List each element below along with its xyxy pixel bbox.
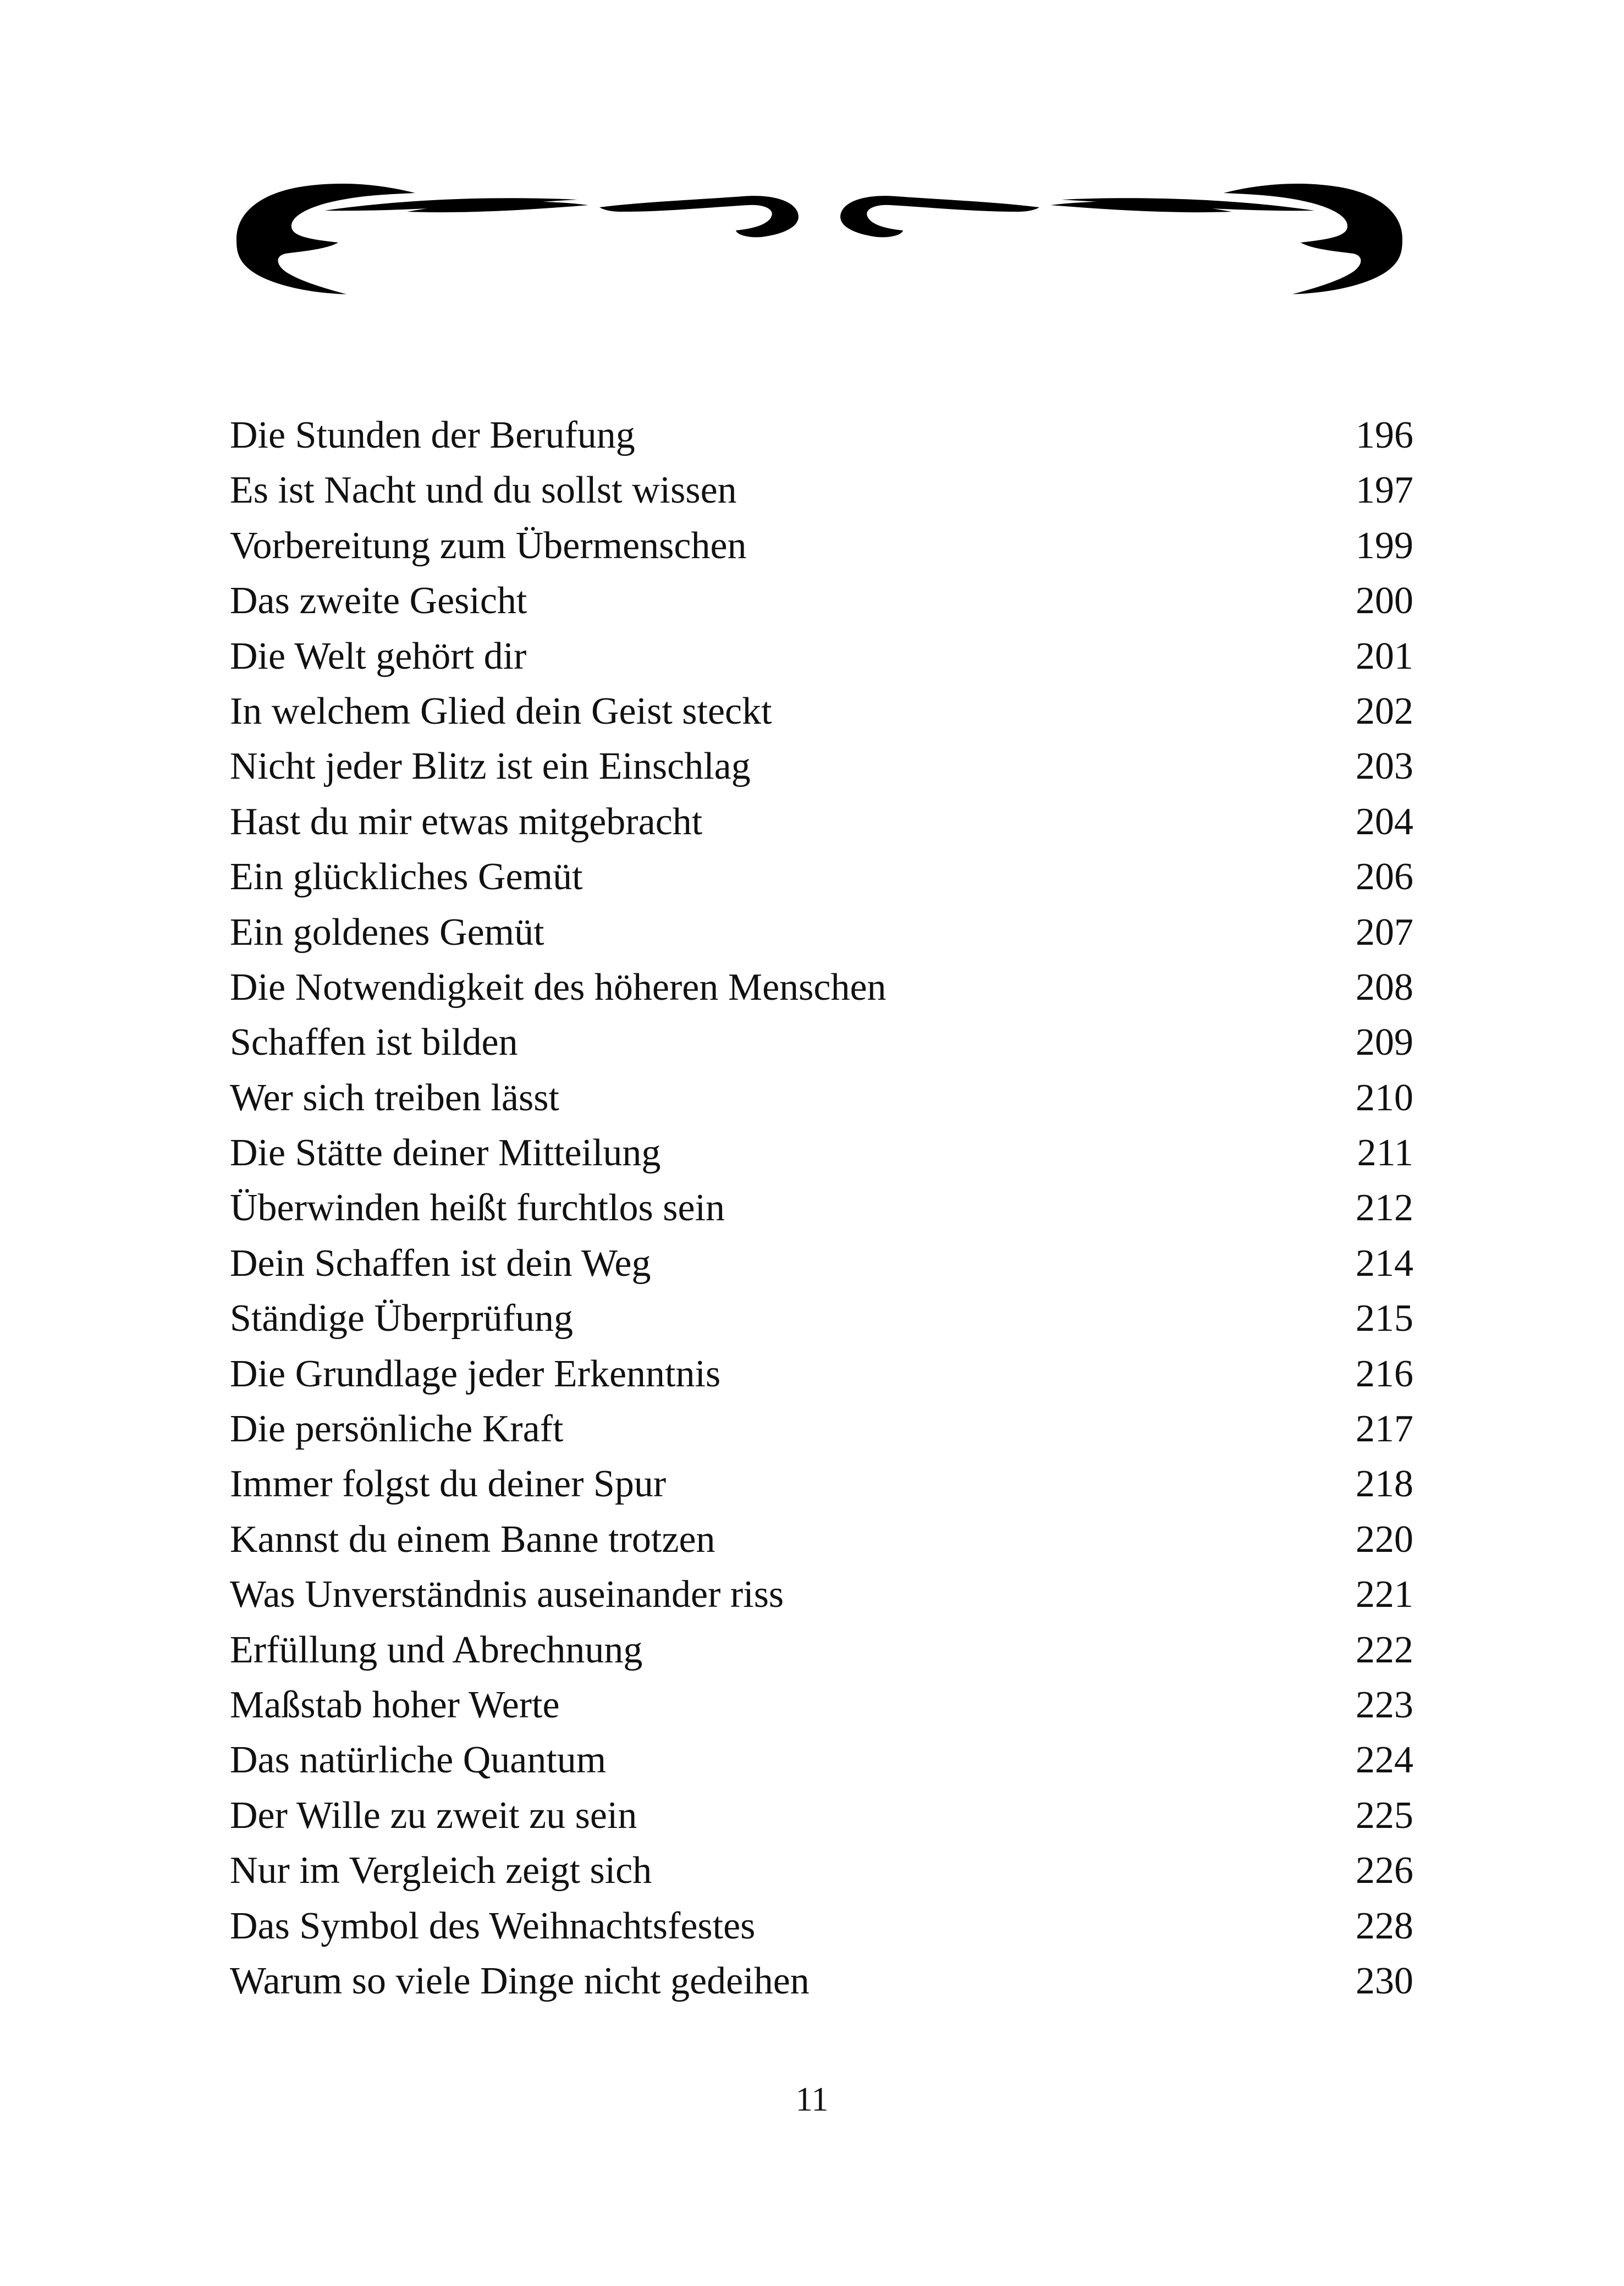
toc-entry-page-number: 200 (1356, 580, 1413, 623)
toc-entry (230, 1071, 1413, 1126)
toc-entry (230, 463, 1413, 518)
toc-entry-page-number: 207 (1356, 911, 1413, 954)
toc-entry-title: Maßstab hoher Werte (230, 1683, 560, 1726)
toc-entry-title: Nicht jeder Blitz ist ein Einschlag (230, 745, 751, 788)
toc-entry-page-number: 228 (1356, 1904, 1413, 1947)
toc-entry (230, 850, 1413, 905)
toc-entry (230, 1954, 1413, 2009)
toc-entry-title: Erfüllung und Abrechnung (230, 1628, 643, 1671)
toc-entry (230, 1457, 1413, 1512)
toc-entry-page-number: 226 (1356, 1849, 1413, 1892)
toc-entry (230, 1733, 1413, 1788)
toc-entry-page-number: 216 (1356, 1352, 1413, 1395)
toc-entry (230, 684, 1413, 739)
toc-entry-title: Die Grundlage jeder Erkenntnis (230, 1352, 721, 1395)
toc-entry-page-number: 218 (1356, 1463, 1413, 1506)
toc-entry (230, 960, 1413, 1015)
toc-entry-title: Die Stätte deiner Mitteilung (230, 1132, 661, 1175)
toc-entry (230, 1347, 1413, 1402)
toc-entry-page-number: 210 (1356, 1076, 1413, 1119)
toc-entry-page-number: 230 (1356, 1959, 1413, 2002)
toc-entry (230, 1843, 1413, 1898)
toc-entry-page-number: 209 (1356, 1021, 1413, 1064)
toc-entry (230, 905, 1413, 960)
toc-entry-page-number: 204 (1356, 800, 1413, 843)
toc-entry (230, 739, 1413, 794)
toc-entry-page-number: 197 (1356, 469, 1413, 512)
toc-entry-title: Das natürliche Quantum (230, 1739, 607, 1782)
toc-entry (230, 1015, 1413, 1070)
toc-entry (230, 1512, 1413, 1567)
toc-entry-page-number: 211 (1357, 1132, 1413, 1175)
toc-entry-title: Immer folgst du deiner Spur (230, 1463, 667, 1506)
toc-entry-page-number: 203 (1356, 745, 1413, 788)
toc-entry-page-number: 208 (1356, 966, 1413, 1009)
toc-entry-title: Die Notwendigkeit des höheren Menschen (230, 966, 887, 1009)
toc-entry-page-number: 199 (1356, 524, 1413, 567)
toc-entry-title: Vorbereitung zum Übermenschen (230, 524, 747, 567)
toc-entry-title: Warum so viele Dinge nicht gedeihen (230, 1959, 810, 2002)
toc-entry-title: Das Symbol des Weihnachtsfestes (230, 1904, 756, 1947)
toc-entry-title: Die Stunden der Berufung (230, 414, 635, 456)
toc-entry-title: Ständige Überprüfung (230, 1297, 574, 1340)
toc-entry-page-number: 220 (1356, 1518, 1413, 1561)
toc-entry-title: In welchem Glied dein Geist steckt (230, 690, 772, 732)
toc-entry (230, 1567, 1413, 1622)
toc-entry-title: Dein Schaffen ist dein Weg (230, 1242, 651, 1285)
toc-entry-page-number: 201 (1356, 635, 1413, 677)
toc-entry-page-number: 217 (1356, 1408, 1413, 1451)
toc-entry (230, 629, 1413, 684)
toc-entry (230, 408, 1413, 463)
toc-entry (230, 1291, 1413, 1346)
toc-entry-page-number: 206 (1356, 856, 1413, 899)
art-nouveau-flourish-icon (225, 157, 1413, 300)
toc-entry (230, 1236, 1413, 1291)
toc-entry-page-number: 223 (1356, 1683, 1413, 1726)
toc-entry-title: Hast du mir etwas mitgebracht (230, 800, 703, 843)
toc-entry (230, 519, 1413, 574)
toc-entry (230, 1899, 1413, 1954)
toc-entry-title: Was Unverständnis auseinander riss (230, 1573, 784, 1616)
toc-entry-title: Schaffen ist bilden (230, 1021, 518, 1064)
toc-entry-page-number: 214 (1356, 1242, 1413, 1285)
toc-entry-title: Das zweite Gesicht (230, 580, 527, 623)
toc-entry (230, 1126, 1413, 1181)
toc-entry-page-number: 202 (1356, 690, 1413, 732)
toc-entry (230, 1678, 1413, 1733)
toc-entry (230, 1623, 1413, 1678)
toc-entry-title: Überwinden heißt furchtlos sein (230, 1187, 725, 1230)
toc-entry (230, 574, 1413, 629)
toc-entry-page-number: 221 (1356, 1573, 1413, 1616)
toc-entry-title: Wer sich treiben lässt (230, 1076, 559, 1119)
toc-entry-title: Kannst du einem Banne trotzen (230, 1518, 715, 1561)
toc-entry-title: Die Welt gehört dir (230, 635, 527, 677)
toc-entry-title: Der Wille zu zweit zu sein (230, 1794, 637, 1837)
toc-entry-page-number: 225 (1356, 1794, 1413, 1837)
toc-entry-page-number: 222 (1356, 1628, 1413, 1671)
toc-entry-page-number: 215 (1356, 1297, 1413, 1340)
page-number: 11 (795, 2081, 829, 2118)
table-of-contents (230, 408, 1413, 2009)
toc-entry-title: Ein goldenes Gemüt (230, 911, 544, 954)
toc-entry-title: Es ist Nacht und du sollst wissen (230, 469, 737, 512)
toc-entry-page-number: 196 (1356, 414, 1413, 456)
toc-entry (230, 795, 1413, 850)
toc-entry-title: Die persönliche Kraft (230, 1408, 564, 1451)
toc-entry-page-number: 224 (1356, 1739, 1413, 1782)
toc-entry (230, 1788, 1413, 1843)
toc-entry (230, 1181, 1413, 1236)
toc-entry-title: Ein glückliches Gemüt (230, 856, 583, 899)
toc-entry (230, 1402, 1413, 1457)
toc-entry-title: Nur im Vergleich zeigt sich (230, 1849, 652, 1892)
toc-entry-page-number: 212 (1356, 1187, 1413, 1230)
